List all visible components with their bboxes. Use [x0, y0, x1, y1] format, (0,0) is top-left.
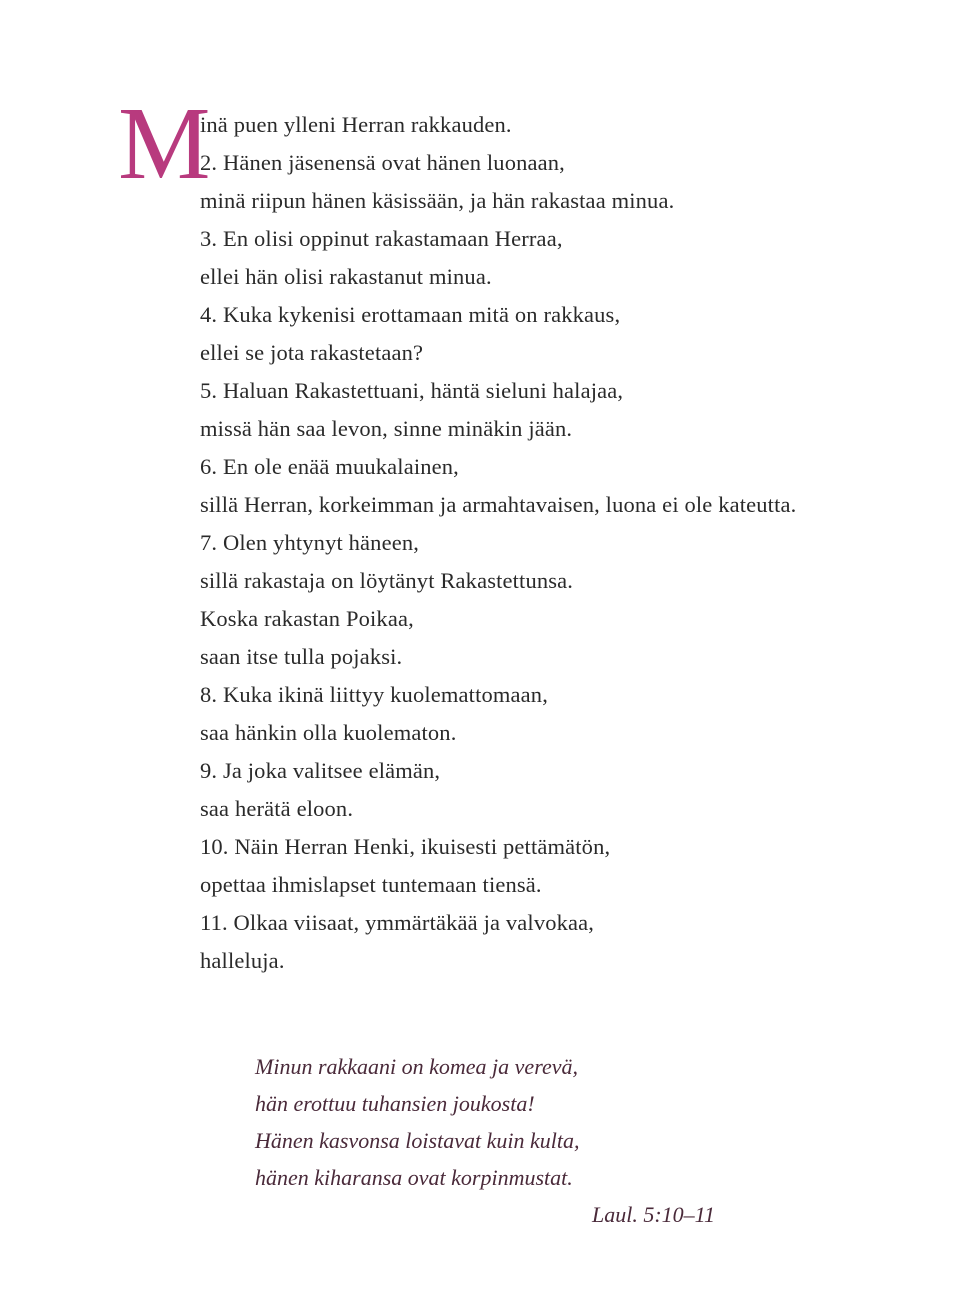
quote-reference: Laul. 5:10–11 [592, 1202, 716, 1227]
poem-line: 2. Hänen jäsenensä ovat hänen luonaan, [200, 150, 565, 175]
poem-line: 5. Haluan Rakastettuani, häntä sieluni halajaa, [200, 378, 624, 403]
poem-line: 8. Kuka ikinä liittyy kuolemattomaan, [200, 682, 548, 707]
quote-line: Minun rakkaani on komea ja verevä, [255, 1054, 578, 1079]
poem-line: 4. Kuka kykenisi erottamaan mitä on rakkaus, [200, 302, 621, 327]
quote-block [255, 1048, 775, 1196]
poem-line: 9. Ja joka valitsee elämän, [200, 758, 441, 783]
poem-line: 7. Olen yhtynyt häneen, [200, 530, 420, 555]
poem-line: ellei hän olisi rakastanut minua. [200, 264, 492, 289]
poem-line: saa herätä eloon. [200, 796, 354, 821]
poem-line: 6. En ole enää muukalainen, [200, 454, 459, 479]
poem-line: inä puen ylleni Herran rakkauden. [200, 112, 512, 137]
poem-line: sillä Herran, korkeimman ja armahtavaisen, luona ei ole kateutta. [200, 492, 797, 517]
poem-line: opettaa ihmislapset tuntemaan tiensä. [200, 872, 542, 897]
quote-line: Hänen kasvonsa loistavat kuin kulta, [255, 1128, 580, 1153]
poem-line: halleluja. [200, 948, 285, 973]
quote-line: hänen kiharansa ovat korpinmustat. [255, 1165, 573, 1190]
poem-line: missä hän saa levon, sinne minäkin jään. [200, 416, 573, 441]
drop-cap: M [118, 86, 209, 201]
poem-line: saa hänkin olla kuolematon. [200, 720, 457, 745]
poem-line: 11. Olkaa viisaat, ymmärtäkää ja valvokaa, [200, 910, 595, 935]
quote-line: hän erottuu tuhansien joukosta! [255, 1091, 535, 1116]
poem-line: 3. En olisi oppinut rakastamaan Herraa, [200, 226, 563, 251]
poem-text [200, 106, 940, 980]
poem-line: sillä rakastaja on löytänyt Rakastettunsa. [200, 568, 574, 593]
poem-line: Koska rakastan Poikaa, [200, 606, 414, 631]
poem-line: minä riipun hänen käsissään, ja hän rakastaa minua. [200, 188, 675, 213]
poem-line: saan itse tulla pojaksi. [200, 644, 403, 669]
poem-line: ellei se jota rakastetaan? [200, 340, 424, 365]
poem-line: 10. Näin Herran Henki, ikuisesti pettämätön, [200, 834, 611, 859]
